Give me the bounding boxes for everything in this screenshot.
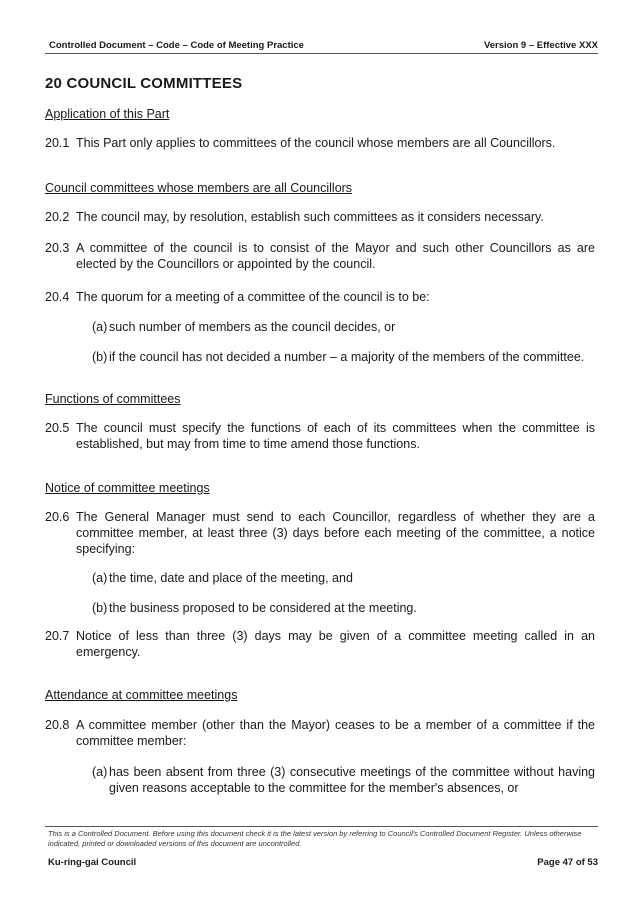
footer-page-number: Page 47 of 53	[537, 857, 598, 868]
header-version: Version 9 – Effective XXX	[483, 40, 598, 51]
clause-20-8-a	[92, 764, 595, 796]
section-heading-attendance: Attendance at committee meetings	[45, 688, 238, 702]
item-label: (b)	[92, 350, 108, 364]
section-heading-council-committees: Council committees whose members are all Councillors	[45, 181, 353, 195]
clause-number: 20.5	[45, 421, 70, 435]
clause-20-3	[45, 240, 595, 272]
clause-20-6-a	[92, 570, 595, 586]
clause-number: 20.4	[45, 290, 70, 304]
clause-text: The council must specify the functions of each of its committees when the committee is established, but may from time to time amend those functions.	[76, 421, 595, 451]
item-text: has been absent from three (3) consecutive meetings of the committee without having given reasons acceptable to the committee for the member's absences, or	[109, 765, 595, 795]
item-text: if the council has not decided a number – a majority of the members of the committee.	[109, 350, 585, 364]
clause-number: 20.8	[45, 718, 70, 732]
clause-text: The quorum for a meeting of a committee of the council is to be:	[76, 290, 430, 304]
clause-number: 20.6	[45, 510, 70, 524]
clause-20-2	[45, 209, 595, 225]
clause-text: This Part only applies to committees of the council whose members are all Councillors.	[76, 136, 556, 150]
item-text: the business proposed to be considered at the meeting.	[109, 601, 417, 615]
clause-number: 20.1	[45, 136, 70, 150]
item-label: (a)	[92, 571, 108, 585]
item-label: (a)	[92, 765, 108, 779]
clause-20-6	[45, 509, 595, 557]
clause-text: A committee of the council is to consist of the Mayor and such other Councillors as are elected by the Councillors or appointed by the council.	[76, 241, 595, 271]
clause-text: The council may, by resolution, establish such committees as it considers necessary.	[76, 210, 544, 224]
page-header	[45, 39, 598, 54]
footer-controlled-note: This is a Controlled Document. Before using this document check it is the latest version by referring to Council's Controlled Document Register. Unless otherwise indicated, printed or downloaded versions of this document are uncontrolled.	[48, 829, 582, 848]
clause-20-4	[45, 289, 595, 305]
clause-number: 20.2	[45, 210, 70, 224]
footer-divider	[45, 826, 598, 827]
part-title: 20 COUNCIL COMMITTEES	[45, 75, 243, 92]
clause-text: A committee member (other than the Mayor) ceases to be a member of a committee if the committee member:	[76, 718, 595, 748]
clause-20-8	[45, 717, 595, 749]
item-text: such number of members as the council decides, or	[109, 320, 396, 334]
clause-20-4-b	[92, 349, 595, 365]
item-label: (b)	[92, 601, 108, 615]
section-heading-application: Application of this Part	[45, 107, 170, 121]
clause-number: 20.3	[45, 241, 70, 255]
clause-20-6-b	[92, 600, 595, 616]
clause-text: The General Manager must send to each Councillor, regardless of whether they are a committee member, at least three (3) days before each meeting of the committee, a notice specifying:	[76, 510, 595, 556]
footer-organisation: Ku-ring-gai Council	[48, 857, 137, 868]
clause-20-5	[45, 420, 595, 452]
clause-20-4-a	[92, 319, 595, 335]
clause-number: 20.7	[45, 629, 70, 643]
clause-20-7	[45, 628, 595, 660]
item-label: (a)	[92, 320, 108, 334]
clause-20-1	[45, 135, 595, 151]
clause-text: Notice of less than three (3) days may be given of a committee meeting called in an emergency.	[76, 629, 595, 659]
header-document-title: Controlled Document – Code – Code of Meeting Practice	[49, 40, 304, 51]
item-text: the time, date and place of the meeting, and	[109, 571, 353, 585]
section-heading-functions: Functions of committees	[45, 392, 181, 406]
section-heading-notice: Notice of committee meetings	[45, 481, 210, 495]
